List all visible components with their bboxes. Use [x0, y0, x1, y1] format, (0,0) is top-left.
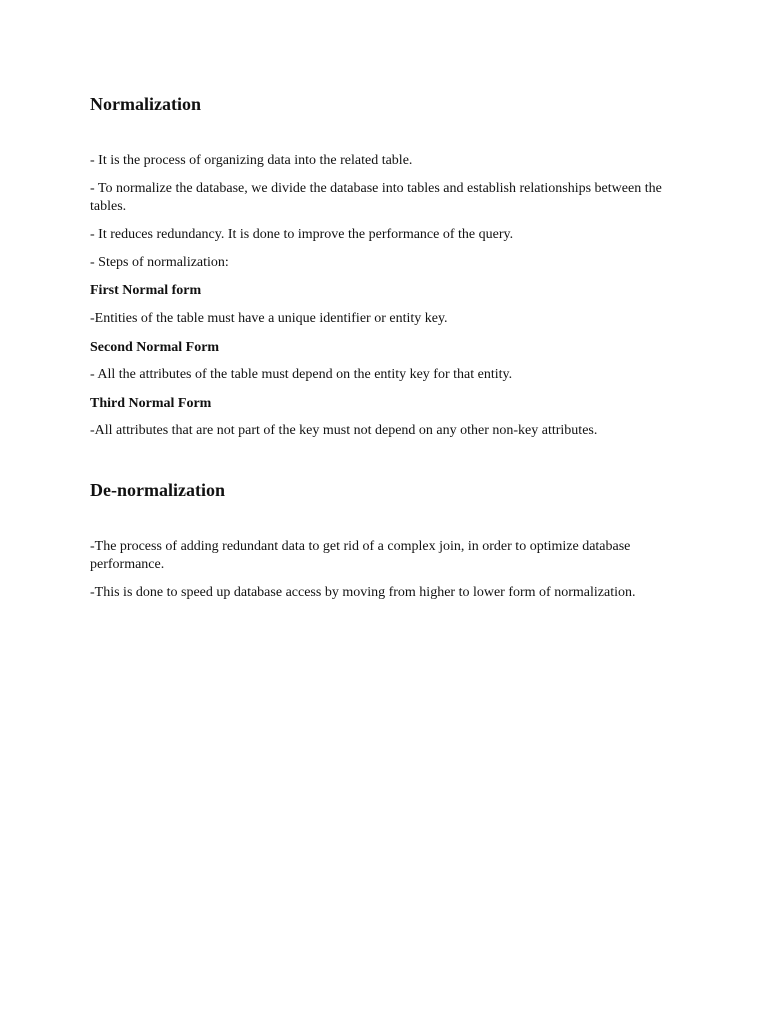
third-normal-form-heading: Third Normal Form — [90, 396, 212, 411]
normalization-paragraph-4: - Steps of normalization: — [90, 255, 229, 270]
denormalization-paragraph-1: -The process of adding redundant data to get rid of a complex join, in order to optimize database performance. — [90, 539, 631, 572]
normalization-heading: Normalization — [90, 94, 201, 114]
normalization-paragraph-2: - To normalize the database, we divide the database into tables and establish relationships between the tables. — [90, 181, 662, 214]
denormalization-heading: De-normalization — [90, 480, 225, 500]
denormalization-paragraph-2: -This is done to speed up database access by moving from higher to lower form of normalization. — [90, 585, 636, 600]
third-normal-form-text: -All attributes that are not part of the key must not depend on any other non-key attributes. — [90, 423, 598, 438]
second-normal-form-heading: Second Normal Form — [90, 340, 220, 355]
first-normal-form-heading: First Normal form — [90, 283, 202, 298]
first-normal-form-text: -Entities of the table must have a unique identifier or entity key. — [90, 311, 448, 326]
second-normal-form-text: - All the attributes of the table must depend on the entity key for that entity. — [90, 367, 513, 382]
normalization-paragraph-1: - It is the process of organizing data into the related table. — [90, 153, 413, 168]
normalization-paragraph-3: - It reduces redundancy. It is done to improve the performance of the query. — [90, 227, 514, 242]
